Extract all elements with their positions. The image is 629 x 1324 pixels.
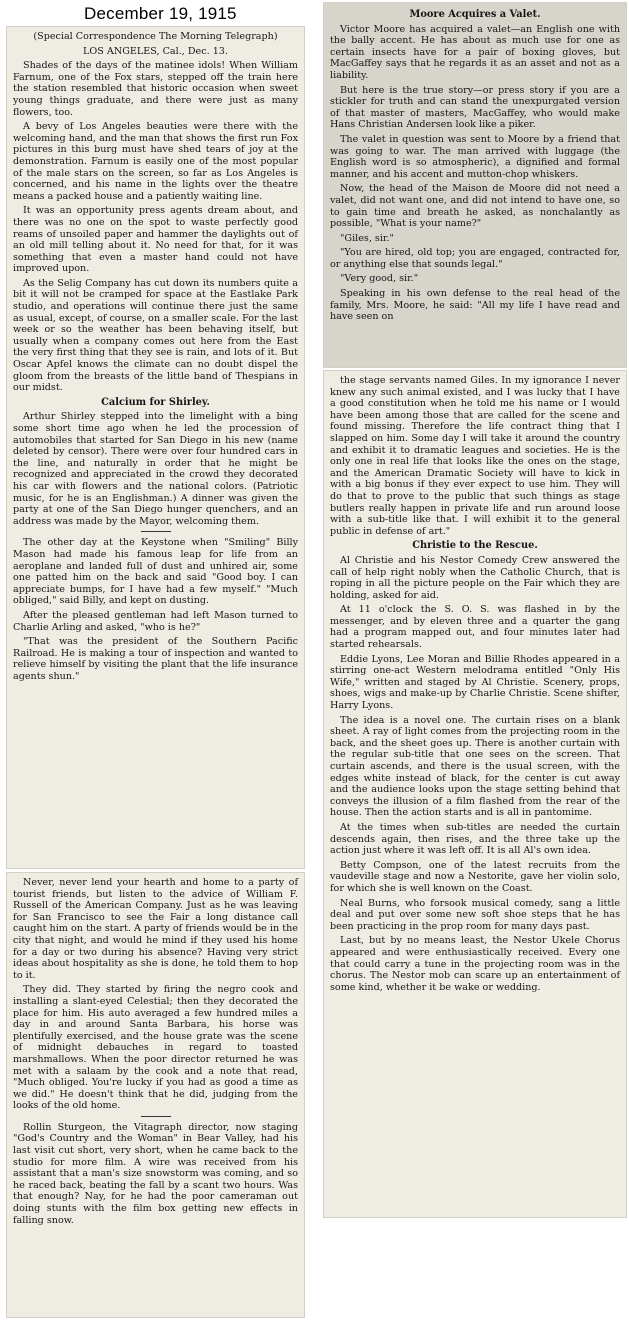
- paragraph: Rollin Sturgeon, the Vitagraph director, now staging "God's Country and the Woman" in Bear Valley, had his last visit cut short, very short, when he came back to the studio for more film. A wire was received from his assistant that a man's size snowstorm was coming, and so he raced back, beating the fall by a scant two hours. Was that enough? Nay, for he had the poor cameraman out doing stunts with the film box getting new effects in falling snow.: [13, 1121, 298, 1226]
- paragraph: "You are hired, old top; you are engaged, contracted for, or anything else that sounds legal.": [330, 247, 620, 270]
- paragraph: Al Christie and his Nestor Comedy Crew answered the call of help right nobly when the Catholic Church, that is roping in all the picture people on the Fair which they are holding, asked for aid.: [330, 554, 620, 601]
- paragraph: As the Selig Company has cut down its numbers quite a bit it will not be cramped for space at the Eastlake Park studio, and operations will continue there just the same as usual, except, of course, on a smaller scale. For the last week or so the weather has been behaving itself, but usually when a company comes out here from the East the very first thing that they see is rain, and lots of it. But Oscar Apfel knows the climate can no doubt dispel the gloom from the breasts of the little band of Thespians in our midst.: [13, 277, 298, 394]
- paragraph: "That was the president of the Southern Pacific Railroad. He is making a tour of inspection and wanted to relieve himself by visiting the plant that the life insurance agents shun.": [13, 636, 298, 682]
- paragraph: Now, the head of the Maison de Moore did not need a valet, did not want one, and did not intend to have one, so to gain time and breath he asked, as nonchalantly as possible, "What is your name?": [330, 183, 620, 230]
- paragraph: Neal Burns, who forsook musical comedy, sang a little deal and put over some new soft shoe steps that he has been practicing in the prop room for many days past.: [330, 897, 620, 932]
- source-line: (Special Correspondence The Morning Telegraph): [33, 31, 278, 42]
- paragraph: A bevy of Los Angeles beauties were there with the welcoming hand, and the man that shows the first run Fox pictures in this burg must have shed tears of joy at the demonstration. Farnum is easily one of the most popular of the male stars on the screen, so far as Los Angeles is concerned, and his name in the lights over the theatre means a packed house and a patiently waiting line.: [13, 121, 298, 202]
- clipping-moore-valet: [323, 2, 627, 368]
- paragraph: Shades of the days of the matinee idols! When William Farnum, one of the Fox stars, stepped off the train here the station resembled that historic occasion when sweet young things graduate, and there were just as many flowers, too.: [13, 60, 298, 118]
- page-date: December 19, 1915: [84, 4, 237, 23]
- paragraph: The idea is a novel one. The curtain rises on a blank sheet. A ray of light comes from the projecting room in the back, and the sheet goes up. There is another curtain with the regular sub-title that one sees on the screen. That curtain ascends, and there is the usual screen, with the edges white instead of black, for the center is cut away and the audience looks upon the stage setting behind that conveys the illusion of a film flashed from the rear of the house. Then the action starts and is all in pantomime.: [330, 714, 620, 819]
- paragraph: Speaking in his own defense to the real head of the family, Mrs. Moore, he said: "All my life I have read and have seen on: [330, 288, 620, 323]
- section-heading: Calcium for Shirley.: [101, 396, 210, 408]
- paragraph: But here is the true story—or press story if you are a stickler for truth and can stand the unexpurgated version of that master of masters, MacGaffey, who would make Hans Christian Andersen look like a piker.: [330, 84, 620, 131]
- dateline: LOS ANGELES, Cal., Dec. 13.: [83, 45, 228, 57]
- paragraph: The other day at the Keystone when "Smiling" Billy Mason had made his famous leap for life from an aeroplane and landed full of dust and unhired air, some one patted him on the back and said "Good boy. I can appreciate bumps, for I have had a few myself." "Much obliged," said Billy, and kept on dusting.: [13, 537, 298, 607]
- paragraph: Never, never lend your hearth and home to a party of tourist friends, but listen to the advice of William F. Russell of the American Company. Just as he was leaving for San Francisco to see the Fair a long distance call caught him on the start. A party of friends would be in the city that night, and would he mind if they used his home for a day or two during his absence? Having very strict ideas about hospitality as she is done, he told them to hop to it.: [13, 877, 298, 981]
- clipping-christie-rescue: [323, 370, 627, 1218]
- paragraph: Eddie Lyons, Lee Moran and Billie Rhodes appeared in a stirring one-act Western melodrama entitled "Only His Wife," written and staged by Al Christie. Scenery, props, shoes, wigs and make-up by Charlie Christie. Scene shifter, Harry Lyons.: [330, 653, 620, 712]
- section-heading: Christie to the Rescue.: [412, 540, 538, 552]
- paragraph: At the times when sub-titles are needed the curtain descends again, then rises, and the three take up the action just where it was left off. It is all Al's own idea.: [330, 821, 620, 857]
- divider: [141, 1116, 171, 1117]
- paragraph: At 11 o'clock the S. O. S. was flashed in by the messenger, and by eleven three and a quarter the gang had a program mapped out, and four minutes later had started rehearsals.: [330, 604, 620, 651]
- paragraph: "Very good, sir.": [340, 273, 419, 285]
- paragraph: Last, but by no means least, the Nestor Ukele Chorus appeared and were enthusiastically received. Every one that could carry a tune in the projecting room was in the chorus. The Nestor mob can scare up an entertainment of some kind, whether it be wake or wedding.: [330, 935, 620, 993]
- paragraph: After the pleased gentleman had left Mason turned to Charlie Arling and asked, "who is he?": [13, 609, 298, 633]
- clipping-tourist-friends: [6, 872, 305, 1318]
- paragraph: It was an opportunity press agents dream about, and there was no one on the spot to waste perfectly good reams of unsoiled paper and hammer the daylights out of an old mill telling about it. No need for that, for it was something that even a master hand could not have improved upon.: [13, 205, 298, 275]
- paragraph: "Giles, sir.": [340, 232, 394, 244]
- paragraph: The valet in question was sent to Moore by a friend that was going to war. The man arrived with luggage (the English word is so atmospheric), a dignified and formal manner, and his accent and mutton-chop whiskers.: [330, 133, 620, 180]
- paragraph: Arthur Shirley stepped into the limelight with a bing some short time ago when he led the procession of automobiles that started for San Diego in his new (name deleted by censor). There were over four hundred cars in the line, and naturally in order that he might be recognized and appreciated in the crowd they decorated his car with flowers and the national colors. (Patriotic music, for he is an Englishman.) A dinner was given the party at one of the San Diego hunger quenchers, and an address was made by the Mayor, welcoming them.: [13, 411, 298, 527]
- section-heading: Moore Acquires a Valet.: [409, 9, 541, 20]
- clipping-los-angeles: [6, 26, 305, 869]
- paragraph: the stage servants named Giles. In my ignorance I never knew any such animal existed, and I was lucky that I have a good constitution when he told me his name or I would have been among those that are called for the scene and found missing. Therefore the life contract thing that I slapped on him. Some day I will take it around the country and exhibit it to dramatic leagues and societies. He is the only one in real life that looks like the ones on the stage, and the American Dramatic Society will have to kick in with a big bonus if they ever expect to use him. They will do that to prove to the public that such things as stage butlers really happen in private life and run around loose with a sub-title like that. I will exhibit it to the general public in defense of art.": [330, 375, 620, 537]
- paragraph: Victor Moore has acquired a valet—an English one with the bally accent. He has about as much use for one as certain insects have for a pair of boxing gloves, but MacGaffey says that he regards it as an asset and not as a liability.: [330, 23, 620, 81]
- paragraph: Betty Compson, one of the latest recruits from the vaudeville stage and now a Nestorite, gave her violin solo, for which she is well known on the Coast.: [330, 859, 620, 894]
- paragraph: They did. They started by firing the negro cook and installing a slant-eyed Celestial; then they decorated the place for him. His auto averaged a few hundred miles a day in and around Santa Barbara, his horse was plentifully exercised, and the house grate was the scene of midnight debauches in regard to toasted marshmallows. When the poor director returned he was met with a salaam by the cook and a note that read, "Much obliged. You're lucky if you had as good a time as we did." He doesn't think that he did, judging from the looks of the old home.: [13, 984, 298, 1112]
- divider: [141, 531, 171, 532]
